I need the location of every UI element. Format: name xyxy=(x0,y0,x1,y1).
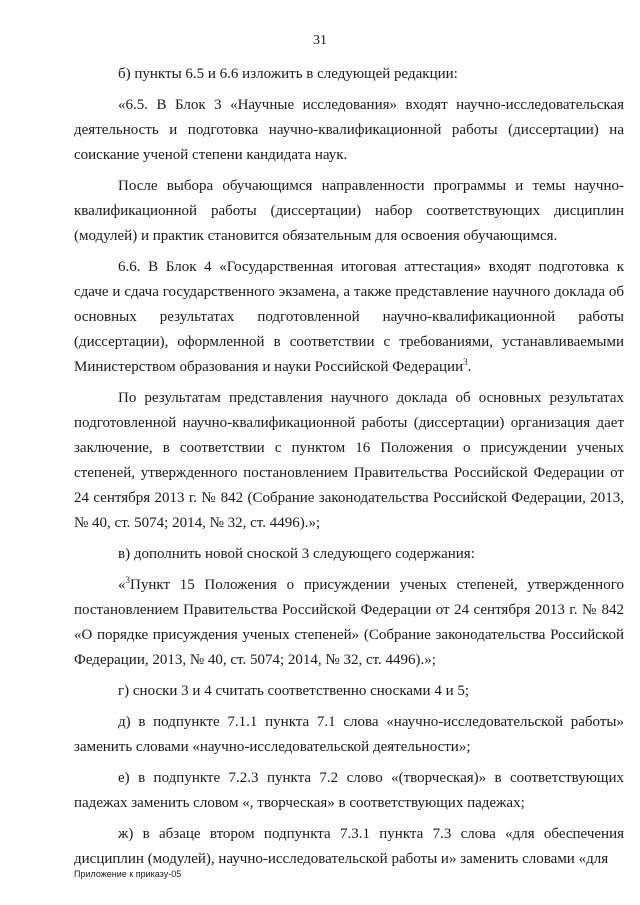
paragraph-10: е) в подпункте 7.2.3 пункта 7.2 слово «(творческая)» в соответствующих падежах заменить словом «, творческая» в соответствующих падежах; xyxy=(74,770,624,811)
paragraph-7 xyxy=(74,573,624,673)
paragraph-7-text: Пункт 15 Положения о присуждении ученых степеней, утвержденного постановлением Правительства Российской Федерации от 24 сентября 2013 г. № 842 «О порядке присуждения ученых степеней» (Собрание законодательства Российской Федерации, 2013, № 40, ст. 5074; 2014, № 32, ст. 4496).»; xyxy=(74,577,624,668)
document-body xyxy=(74,62,624,878)
paragraph-8: г) сноски 3 и 4 считать соответственно сносками 4 и 5; xyxy=(118,683,470,699)
footnote-mark: 3 xyxy=(463,357,468,367)
paragraph-5: По результатам представления научного доклада об основных результатах подготовленной научно-квалификационной работы (диссертации) организация дает заключение, в соответствии с пунктом 16 Положения о присуждении ученых степеней, утвержденного постановлением Правительства Российской Федерации от 24 сентября 2013 г. № 842 (Собрание законодательства Российской Федерации, 2013, № 40, ст. 5074; 2014, № 32, ст. 4496).»; xyxy=(74,390,624,531)
paragraph-4-end: . xyxy=(467,359,472,375)
paragraph-2: «6.5. В Блок 3 «Научные исследования» входят научно-исследовательская деятельность и подготовка научно-квалификационной работы (диссертации) на соискание ученой степени кандидата наук. xyxy=(74,97,624,163)
paragraph-6: в) дополнить новой сноской 3 следующего содержания: xyxy=(118,546,475,562)
paragraph-3: После выбора обучающимся направленности программы и темы научно-квалификационной работы (диссертации) набор соответствующих дисциплин (модулей) и практик становится обязательным для освоения обучающимся. xyxy=(74,178,624,244)
quote-open: « xyxy=(118,577,126,593)
paragraph-1: б) пункты 6.5 и 6.6 изложить в следующей редакции: xyxy=(118,66,458,82)
paragraph-4-text: 6.6. В Блок 4 «Государственная итоговая аттестация» входят подготовка к сдаче и сдача государственного экзамена, а также представление научного доклада об основных результатах подготовленной научно-квалификационной работы (диссертации), оформленной в соответствии с требованиями, устанавливаемыми Министерством образования и науки Российской Федерации xyxy=(74,259,624,375)
page-number: 31 xyxy=(313,33,327,48)
paragraph-9: д) в подпункте 7.1.1 пункта 7.1 слова «научно-исследовательской работы» заменить словами «научно-исследовательской деятельности»; xyxy=(74,714,624,755)
paragraph-11: ж) в абзаце втором подпункта 7.3.1 пункта 7.3 слова «для обеспечения дисциплин (модулей), научно-исследовательской работы и» заменить словами «для xyxy=(74,826,624,867)
paragraph-4 xyxy=(74,255,624,380)
footnote-mark-new: 3 xyxy=(125,575,130,585)
footer-note: Приложение к приказу-05 xyxy=(74,869,182,879)
